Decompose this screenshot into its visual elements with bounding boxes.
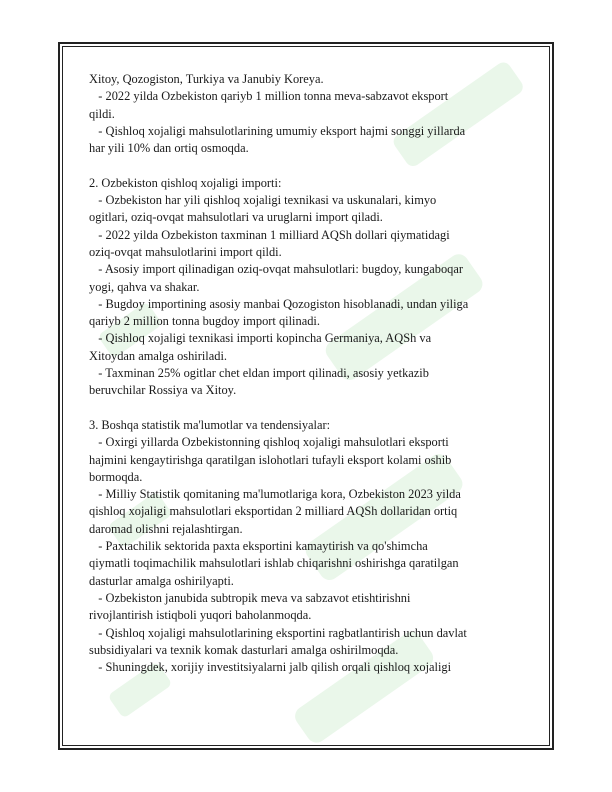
text-line: - Bugdoy importining asosiy manbai Qozogiston hisoblanadi, undan yiliga [89,296,469,311]
text-line: daromad olishni rejalashtirgan. [89,521,243,536]
text-line: - Ozbekiston janubida subtropik meva va sabzavot etishtirishni [89,590,411,605]
text-line: - Taxminan 25% ogitlar chet eldan import qilinadi, asosiy yetkazib [89,366,429,381]
text-line: beruvchilar Rossiya va Xitoy. [89,383,237,398]
text-line: yogi, qahva va shakar. [89,279,200,294]
text-line: - 2022 yilda Ozbekiston qariyb 1 million tonna meva-sabzavot eksport [89,89,449,104]
text-line: - 2022 yilda Ozbekiston taxminan 1 milliard AQSh dollari qiymatidagi [89,227,450,242]
text-line: 2. Ozbekiston qishloq xojaligi importi: [89,175,282,190]
paragraph-gap [89,157,523,174]
text-line: - Qishloq xojaligi texnikasi importi kopincha Germaniya, AQSh va [89,331,432,346]
text-line: 3. Boshqa statistik ma'lumotlar va tendensiyalar: [89,417,331,432]
text-line: Xitoydan amalga oshiriladi. [89,348,227,363]
text-line: - Milliy Statistik qomitaning ma'lumotlariga kora, Ozbekiston 2023 yilda [89,487,461,502]
text-line: - Shuningdek, xorijiy investitsiyalarni jalb qilish orqali qishloq xojaligi [89,660,452,675]
text-line: - Qishloq xojaligi mahsulotlarining eksportini ragbatlantirish uchun davlat [89,625,467,640]
text-line: hajmini kengaytirishga qaratilgan islohotlari tufayli eksport kolami oshib [89,452,452,467]
text-line: rivojlantirish istiqboli yuqori baholanmoqda. [89,608,312,623]
text-line: har yili 10% dan ortiq osmoqda. [89,141,249,156]
document-body [89,71,523,676]
text-line: - Oxirgi yillarda Ozbekistonning qishloq xojaligi mahsulotlari eksporti [89,435,449,450]
text-line: Xitoy, Qozogiston, Turkiya va Janubiy Koreya. [89,72,324,86]
text-line: qildi. [89,106,115,121]
text-line: ogitlari, oziq-ovqat mahsulotlari va uruglarni import qiladi. [89,210,383,225]
text-line: - Asosiy import qilinadigan oziq-ovqat mahsulotlari: bugdoy, kungaboqar [89,262,463,277]
text-line: - Ozbekiston har yili qishloq xojaligi texnikasi va uskunalari, kimyo [89,193,437,208]
text-line: oziq-ovqat mahsulotlarini import qildi. [89,244,282,259]
text-line: subsidiyalari va texnik komak dasturlari amalga oshirilmoqda. [89,642,399,657]
text-line: qiymatli toqimachilik mahsulotlari ishlab chiqarishni oshirishga qaratilgan [89,556,459,571]
text-line: bormoqda. [89,469,143,484]
text-line: dasturlar amalga oshirilyapti. [89,573,234,588]
text-line: - Qishloq xojaligi mahsulotlarining umumiy eksport hajmi songgi yillarda [89,123,466,138]
text-line: - Paxtachilik sektorida paxta eksportini kamaytirish va qo'shimcha [89,539,428,554]
paragraph-gap [89,400,523,417]
text-line: qariyb 2 million tonna bugdoy import qilinadi. [89,314,320,329]
text-line: qishloq xojaligi mahsulotlari eksportidan 2 milliard AQSh dollaridan ortiq [89,504,458,519]
